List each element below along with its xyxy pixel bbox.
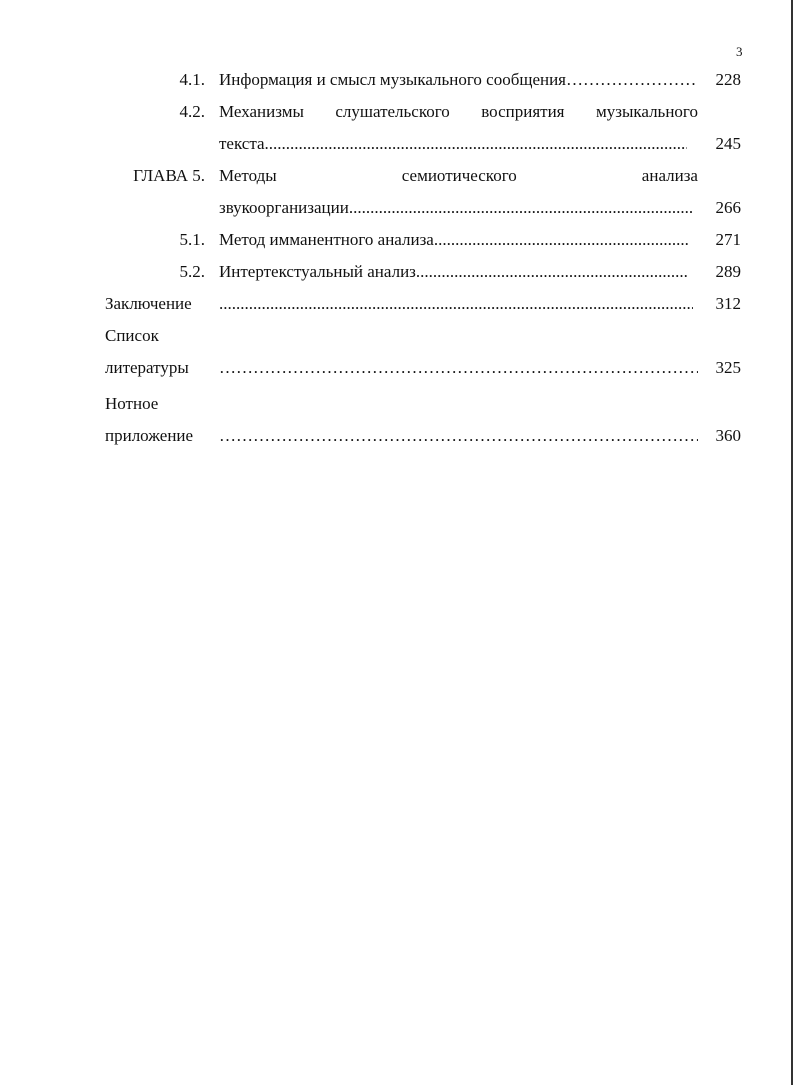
section-title-cont: текста [219,134,265,153]
toc-leader-line [219,64,698,96]
toc-leader-line [219,128,687,160]
page-ref: 325 [715,358,741,377]
title-word: семиотического [401,166,517,185]
section-title [219,96,698,128]
toc-entry-references-line1 [0,320,793,352]
entry-label: Список [105,326,159,345]
table-of-contents [0,64,793,452]
page-ref: 289 [715,262,741,281]
page-ref: 266 [715,198,741,217]
toc-entry-conclusion [0,288,793,320]
toc-entry-appendix-line2 [0,420,793,452]
entry-label: Заключение [105,294,192,313]
title-word: Методы [219,166,277,185]
toc-entry-4-2-cont [0,128,793,160]
toc-leader-line [219,288,693,320]
page-ref: 360 [715,426,741,445]
dot-leader [219,420,698,452]
page-ref: 228 [715,70,741,89]
title-word: музыкального [595,102,698,121]
section-number: 4.2. [179,102,205,121]
dot-leader [566,64,698,96]
chapter-title [219,160,698,192]
section-title: Интертекстуальный анализ [219,262,416,281]
title-word: слушательского [335,102,450,121]
toc-entry-5-2 [0,256,793,288]
chapter-number: ГЛАВА 5. [133,166,205,185]
toc-entry-appendix-line1 [0,388,793,420]
entry-label: Нотное [105,394,159,413]
title-word: анализа [641,166,698,185]
toc-entry-chapter-5 [0,160,793,192]
toc-entry-4-1 [0,64,793,96]
page-ref: 271 [715,230,741,249]
toc-entry-5-1 [0,224,793,256]
toc-leader-line [219,256,687,288]
title-word: восприятия [481,102,565,121]
title-word: Механизмы [219,102,304,121]
section-title: Метод имманентного анализа [219,230,434,249]
section-number: 5.1. [179,230,205,249]
entry-label: литературы [105,358,189,377]
toc-entry-references-line2 [0,352,793,384]
entry-label: приложение [105,426,194,445]
toc-entry-chapter-5-cont [0,192,793,224]
section-number: 4.1. [179,70,205,89]
dot-leader [265,128,687,160]
page-ref: 245 [715,134,741,153]
dot-leader [416,256,687,288]
toc-leader-line [219,224,690,256]
dot-leader [434,224,690,256]
dot-leader [219,352,698,384]
toc-leader-line [219,420,698,452]
section-title: Информация и смысл музыкального сообщения [219,70,567,89]
dot-leader [349,192,693,224]
page-ref: 312 [715,294,741,313]
toc-entry-4-2 [0,96,793,128]
chapter-title-cont: звукоорганизации [219,198,349,217]
dot-leader [219,288,693,320]
toc-leader-line [219,192,693,224]
page-number: 3 [736,44,743,59]
toc-leader-line [219,352,698,384]
section-number: 5.2. [179,262,205,281]
